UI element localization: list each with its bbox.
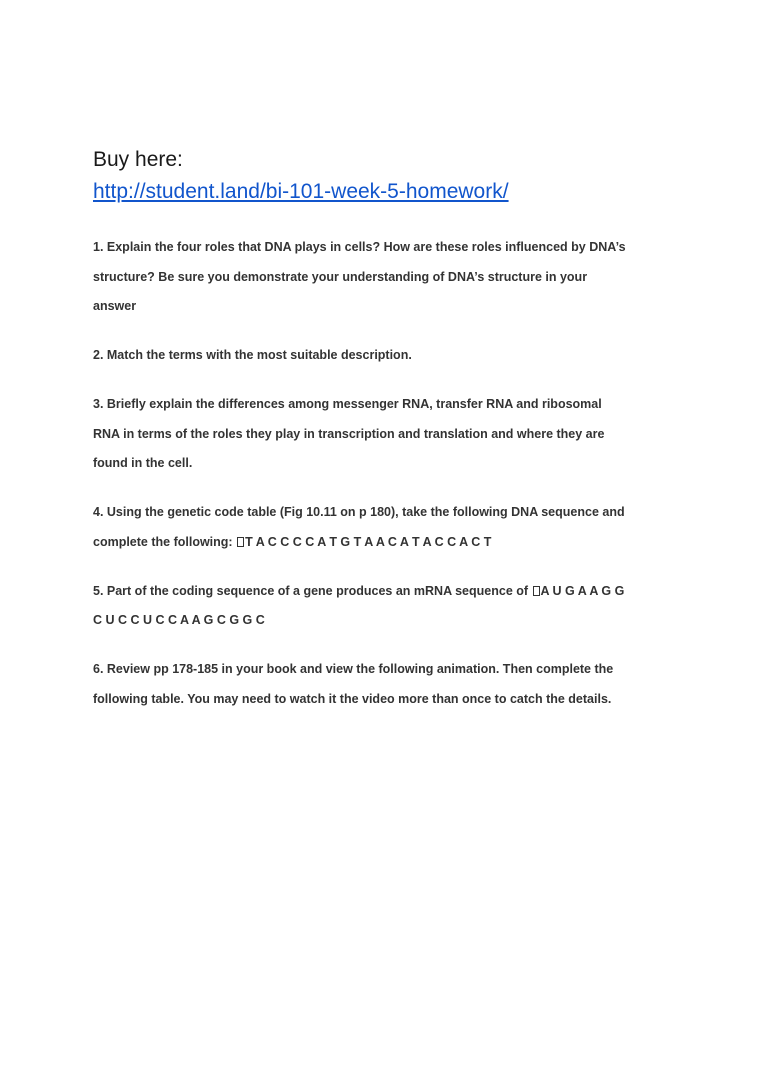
- question-1-line-3: answer: [93, 299, 137, 313]
- question-5-line-2: C U C C U C C A A G C G G C: [93, 613, 265, 627]
- question-2: [93, 341, 683, 371]
- buy-here-heading: Buy here:: [93, 148, 183, 171]
- question-5: [93, 577, 683, 636]
- question-6-line-1: 6. Review pp 178-185 in your book and view the following animation. Then complete the: [93, 662, 614, 676]
- question-5-line-1: [93, 577, 683, 607]
- dna-sequence: T A C C C C A T G T A A C A T A C C A C T: [245, 534, 492, 549]
- missing-glyph-icon: [533, 586, 540, 596]
- question-1-line-2: structure? Be sure you demonstrate your understanding of DNA’s structure in your: [93, 269, 588, 284]
- question-3: [93, 390, 683, 479]
- question-3-line-1: 3. Briefly explain the differences among messenger RNA, transfer RNA and ribosomal: [93, 397, 602, 411]
- question-4: [93, 498, 683, 557]
- question-5-prefix: 5. Part of the coding sequence of a gene produces an mRNA sequence of: [93, 583, 532, 598]
- mrna-sequence-start: A U G A A G G: [540, 583, 625, 598]
- homework-link[interactable]: http://student.land/bi-101-week-5-homework/: [93, 180, 509, 203]
- missing-glyph-icon: [237, 537, 244, 547]
- question-4-line-1: 4. Using the genetic code table (Fig 10.11 on p 180), take the following DNA sequence and: [93, 505, 625, 519]
- question-1: [93, 233, 683, 322]
- question-3-line-3: found in the cell.: [93, 456, 193, 470]
- question-3-line-2: RNA in terms of the roles they play in transcription and translation and where they are: [93, 426, 605, 441]
- question-1-line-1: 1. Explain the four roles that DNA plays in cells? How are these roles influenced by DNA’s: [93, 240, 626, 254]
- question-2-line-1: 2. Match the terms with the most suitable description.: [93, 348, 412, 362]
- question-4-line-2: [93, 528, 683, 558]
- question-6: [93, 655, 683, 714]
- question-list: [93, 233, 683, 734]
- question-4-prefix: complete the following:: [93, 534, 237, 549]
- question-6-line-2: following table. You may need to watch it the video more than once to catch the details.: [93, 691, 612, 706]
